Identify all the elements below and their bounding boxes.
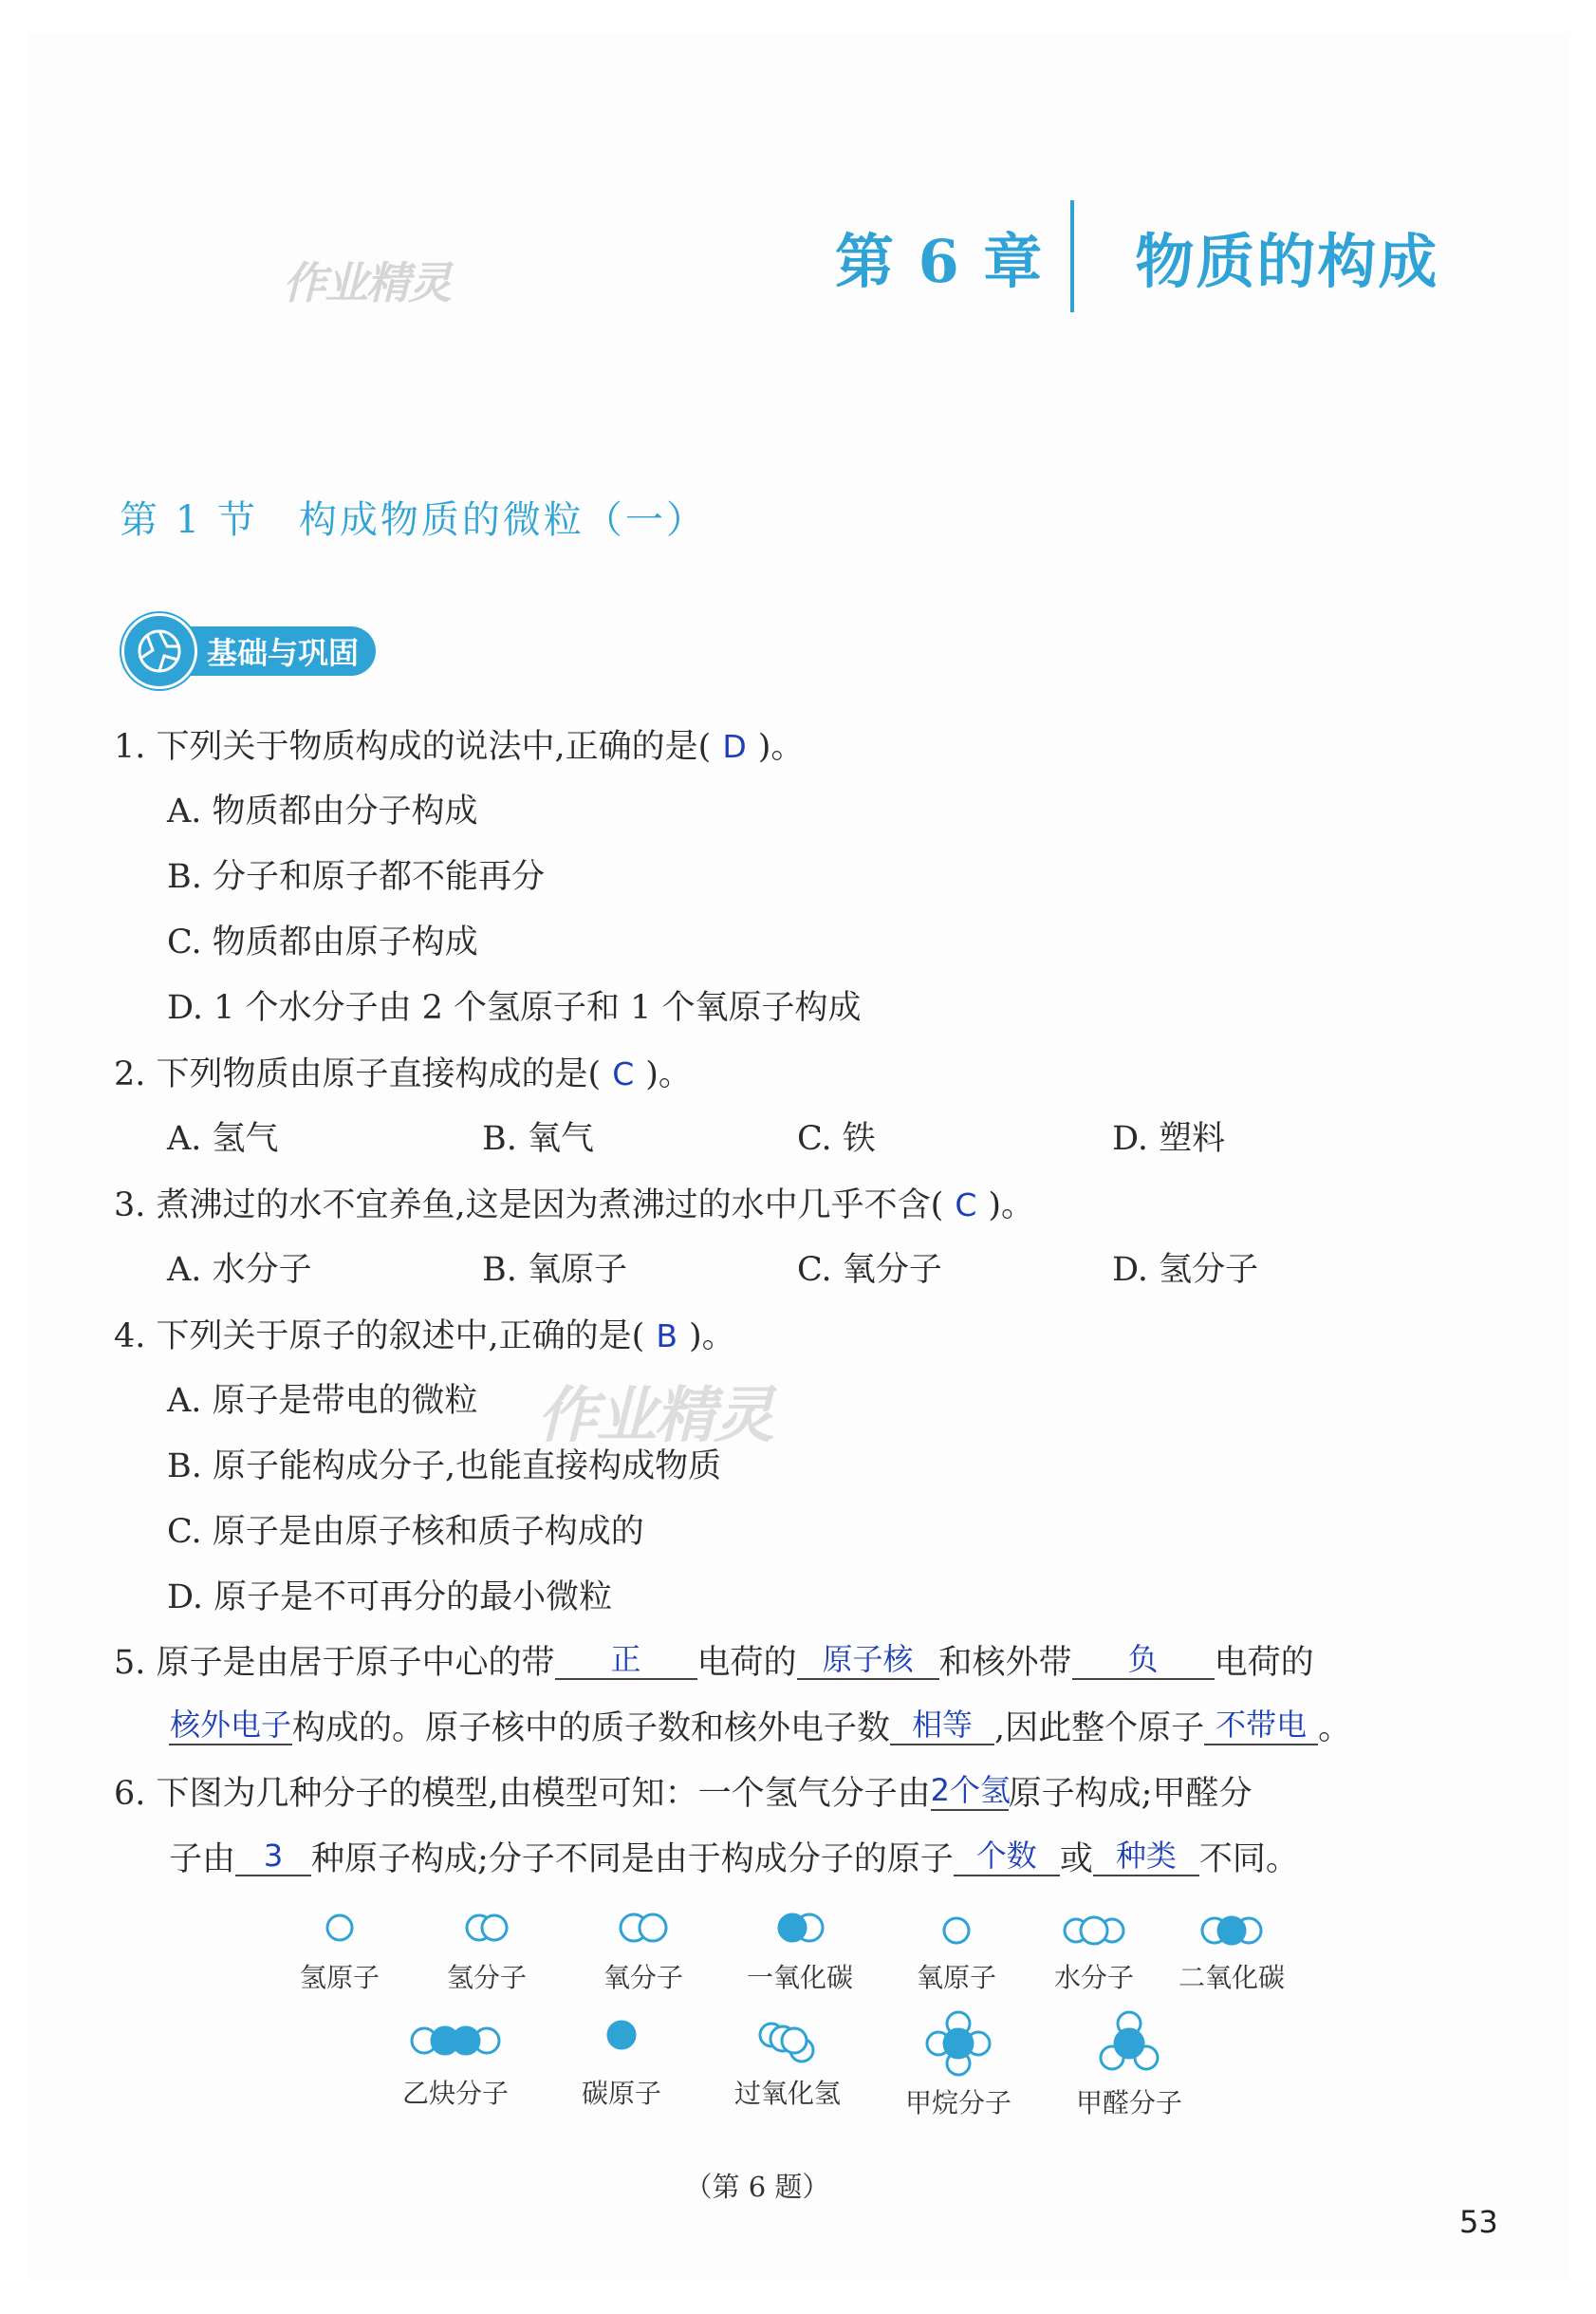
model-methane: 甲烷分子 [873,2010,1044,2120]
watermark-logo: 作业精灵 [537,1381,772,1451]
model-oxygen-atom: 氧原子 [881,1904,1032,1995]
water-molecule-icon [1051,1904,1137,1951]
option-item: C. 铁 [797,1120,876,1158]
acetylene-icon [403,2010,508,2067]
answer-q2: C [612,1055,635,1092]
question-4-stem: 4. 下列关于原子的叙述中,正确的是( B )。 [114,1317,735,1355]
answer-blank: 不带电 [1204,1706,1318,1745]
option-item: D. 1 个水分子由 2 个氢原子和 1 个氧原子构成 [167,989,862,1027]
option-item: D. 塑料 [1112,1120,1226,1158]
page-number: 53 [1459,2204,1498,2240]
answer-blank: 种类 [1093,1837,1199,1876]
option-item: A. 原子是带电的微粒 [167,1382,478,1420]
answer-blank: 相等 [890,1706,994,1745]
watermark-logo: 作业精灵 [283,257,450,308]
aperture-icon [121,613,197,689]
molecule-models-figure [256,1904,1347,2120]
hydrogen-peroxide-icon [745,2010,830,2067]
chapter-title: 物质的构成 [1135,226,1439,296]
option-row [114,1238,1442,1303]
question-5-line-2: 核外电子构成的。原子核中的质子数和核外电子数 相等 ,因此整个原子 不带电 。 [169,1707,1352,1747]
answer-q4: B [656,1317,677,1354]
answer-blank: 核外电子 [169,1706,292,1745]
model-row-1 [273,1904,1347,1995]
option-item: D. 原子是不可再分的最小微粒 [167,1578,613,1616]
section-title: 第 1 节 构成物质的微粒（一） [120,498,707,542]
option-item: C. 原子是由原子核和质子构成的 [167,1513,644,1551]
figure-caption: （第 6 题） [684,2171,830,2203]
model-water-molecule: 水分子 [1032,1904,1156,1995]
model-carbon-dioxide: 二氧化碳 [1156,1904,1308,1995]
carbon-atom-icon [584,2010,659,2067]
question-5-line-1: 5. 原子是由居于原子中心的带 正 电荷的 原子核 和核外带 负 电荷的 [114,1641,1314,1682]
option-item: B. 分子和原子都不能再分 [167,858,545,896]
methane-icon [916,2010,1001,2077]
carbon-monoxide-icon [762,1904,838,1951]
question-6-line-2: 子由 3 种原子构成;分子不同是由于构成分子的原子 个数 或 种类 不同。 [169,1838,1299,1878]
chapter-header [835,199,1438,313]
question-6-line-1: 6. 下图为几种分子的模型,由模型可知：一个氢气分子由2个氢原子构成;甲醛分 [114,1772,1253,1813]
answer-q1: D [722,728,747,765]
hydrogen-molecule-icon [449,1904,525,1951]
model-oxygen-molecule: 氧分子 [567,1904,719,1995]
option-item: B. 原子能构成分子,也能直接构成物质 [167,1447,722,1485]
answer-blank: 负 [1072,1640,1215,1680]
option-item: C. 氧分子 [797,1251,942,1289]
hydrogen-atom-icon [302,1904,378,1951]
model-hydrogen-atom: 氢原子 [273,1904,406,1995]
option-item: C. 物质都由原子构成 [167,924,478,961]
option-item: A. 物质都由分子构成 [167,793,478,830]
oxygen-atom-icon [919,1904,994,1951]
question-2-stem: 2. 下列物质由原子直接构成的是( C )。 [114,1055,692,1093]
option-row [114,1107,1442,1172]
oxygen-molecule-icon [605,1904,681,1951]
section-badge [121,615,395,687]
chapter-number: 第 6 章 [835,226,1045,296]
answer-blank: 2个氢 [931,1771,1009,1811]
option-item: B. 氧气 [482,1120,594,1158]
question-3-stem: 3. 煮沸过的水不宜养鱼,这是因为煮沸过的水中几乎不含( C )。 [114,1186,1035,1224]
answer-blank: 3 [235,1837,311,1876]
model-carbon-monoxide: 一氧化碳 [719,1904,881,1995]
model-hydrogen-molecule: 氢分子 [406,1904,567,1995]
formaldehyde-icon [1086,2010,1172,2077]
model-hydrogen-peroxide: 过氧化氢 [702,2010,873,2120]
answer-blank: 个数 [954,1837,1060,1876]
model-carbon-atom: 碳原子 [541,2010,702,2120]
question-1-stem: 1. 下列关于物质构成的说法中,正确的是( D )。 [114,728,805,766]
chapter-divider [1070,200,1074,312]
option-item: D. 氢分子 [1112,1251,1259,1289]
question-list [114,714,1442,1893]
carbon-dioxide-icon [1189,1904,1274,1951]
answer-q3: C [955,1186,977,1223]
option-item: A. 氢气 [167,1120,279,1158]
option-item: A. 水分子 [167,1251,312,1289]
model-row-2 [370,2010,1347,2120]
badge-label: 基础与巩固 [169,626,376,676]
model-formaldehyde: 甲醛分子 [1044,2010,1215,2120]
answer-blank: 原子核 [797,1640,939,1680]
answer-blank: 正 [555,1640,697,1680]
model-acetylene: 乙炔分子 [370,2010,541,2120]
option-item: B. 氧原子 [482,1251,627,1289]
